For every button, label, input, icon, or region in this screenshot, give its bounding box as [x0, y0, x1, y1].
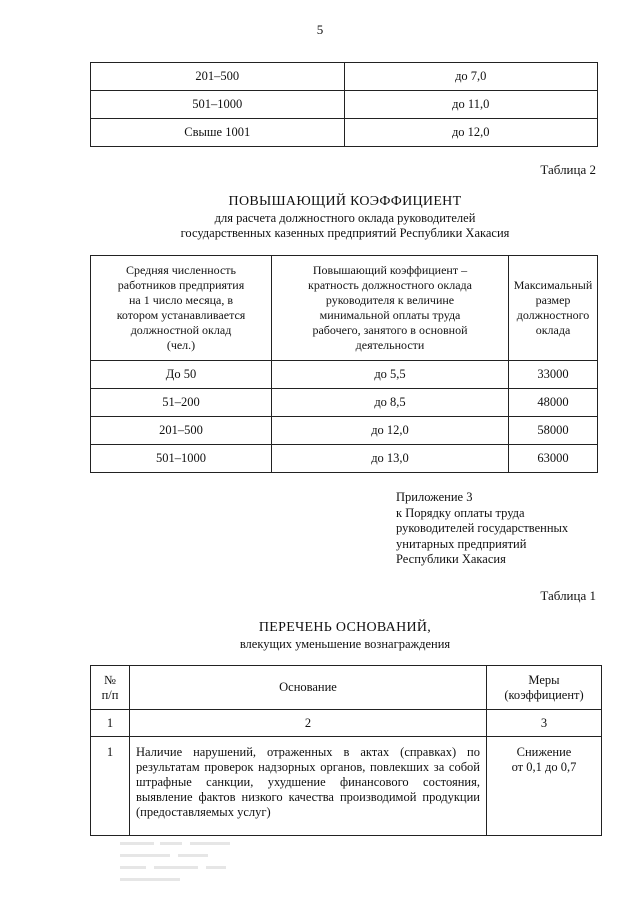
- appendix-line: Республики Хакасия: [396, 552, 506, 566]
- header-basis: Основание: [130, 666, 487, 710]
- table-row: [91, 91, 598, 119]
- table-cell: 201–500: [91, 63, 345, 91]
- table2-title: ПОВЫШАЮЩИЙ КОЭФФИЦИЕНТ: [228, 194, 462, 209]
- header-measures: Меры (коэффициент): [487, 666, 602, 710]
- row-measure: Снижение от 0,1 до 0,7: [487, 737, 602, 836]
- table-cell: До 50: [91, 361, 272, 389]
- table-cell: до 13,0: [272, 445, 509, 473]
- table-cell: до 11,0: [344, 91, 598, 119]
- table-cell: 201–500: [91, 417, 272, 445]
- table-cell: до 7,0: [344, 63, 598, 91]
- table-row: [91, 389, 598, 417]
- scan-artifact: [120, 838, 240, 888]
- appendix-line: Приложение 3: [396, 490, 473, 504]
- table-cell: Свыше 1001: [91, 119, 345, 147]
- table-row: [91, 445, 598, 473]
- table-header-row: [91, 256, 598, 361]
- appendix-line: к Порядку оплаты труда: [396, 505, 525, 520]
- row-number: 1: [91, 737, 130, 836]
- table1-title: ПЕРЕЧЕНЬ ОСНОВАНИЙ,: [258, 620, 432, 635]
- table-cell: до 8,5: [272, 389, 509, 417]
- reductions-table: [90, 665, 602, 836]
- table2-label: Таблица 2: [540, 162, 596, 177]
- header-max-salary: Максимальный размер должностного оклада: [509, 256, 598, 361]
- table-cell: 2: [130, 710, 487, 737]
- table2-subtitle-2: государственных казенных предприятий Республики Хакасия: [180, 226, 510, 240]
- table-row: [91, 737, 602, 836]
- header-count: Средняя численность работников предприятия на 1 число месяца, в котором устанавливается должностной оклад (чел.): [91, 256, 272, 361]
- column-number-row: [91, 710, 602, 737]
- table-cell: 501–1000: [91, 445, 272, 473]
- table-cell: 33000: [509, 361, 598, 389]
- appendix-block: [396, 490, 568, 568]
- table1-label: Таблица 1: [540, 588, 596, 603]
- row-basis: Наличие нарушений, отраженных в актах (справках) по результатам проверок надзорных органов, повлекших за собой штрафные санкции, ухудшение финансового состояния, выявление фактов низкого качества производимой продукции (предоставляемых услуг): [130, 737, 487, 836]
- header-coefficient: Повышающий коэффициент – кратность должностного оклада руководителя к величине минимальной оплаты труда рабочего, занятого в основной деятельности: [272, 256, 509, 361]
- table-cell: до 5,5: [272, 361, 509, 389]
- table1-subtitle: влекущих уменьшение вознаграждения: [239, 637, 451, 651]
- table-cell: до 12,0: [344, 119, 598, 147]
- appendix-line: унитарных предприятий: [396, 536, 527, 551]
- table-cell: до 12,0: [272, 417, 509, 445]
- appendix-line: руководителей государственных: [396, 521, 569, 535]
- table-cell: 1: [91, 710, 130, 737]
- table2-subtitle-1: для расчета должностного оклада руководителей: [214, 211, 476, 225]
- table-row: [91, 119, 598, 147]
- table-cell: 501–1000: [91, 91, 345, 119]
- table-cell: 63000: [509, 445, 598, 473]
- table-cell: 48000: [509, 389, 598, 417]
- coefficient-table: [90, 255, 598, 473]
- page-number: 5: [316, 22, 324, 37]
- table-cell: 51–200: [91, 389, 272, 417]
- header-number: № п/п: [91, 666, 130, 710]
- table-cell: 3: [487, 710, 602, 737]
- table-row: [91, 361, 598, 389]
- table-cell: 58000: [509, 417, 598, 445]
- table-header-row: [91, 666, 602, 710]
- table-row: [91, 417, 598, 445]
- table-row: [91, 63, 598, 91]
- table-top-continuation: [90, 62, 598, 147]
